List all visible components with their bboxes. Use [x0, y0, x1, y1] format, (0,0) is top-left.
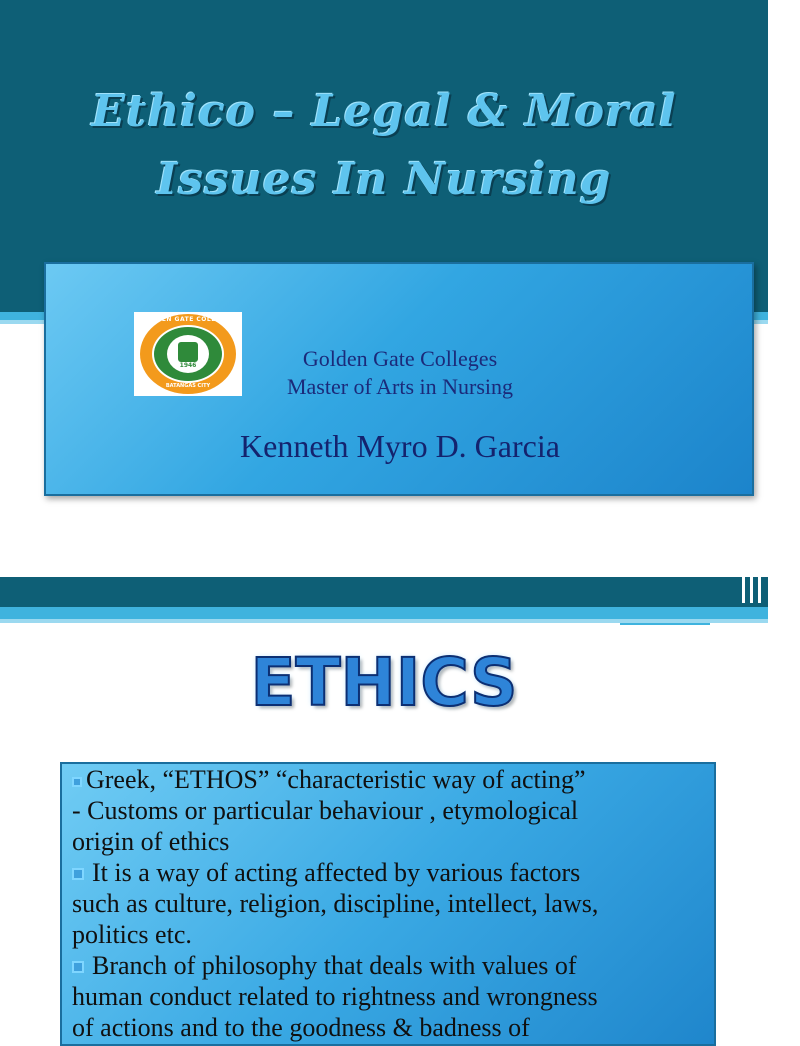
content-line: politics etc. — [72, 920, 192, 949]
program-name: Master of Arts in Nursing — [286, 374, 514, 399]
slide-title-line-2: Issues In Nursing — [156, 154, 612, 205]
logo-city: BATANGAS CITY — [165, 383, 211, 389]
author-name: Kenneth Myro D. Garcia — [240, 428, 560, 464]
content-line: Branch of philosophy that deals with values of — [72, 950, 708, 981]
header-stripe — [742, 577, 745, 603]
header-stripe — [750, 577, 753, 603]
institution-name: Golden Gate Colleges — [302, 346, 498, 371]
square-bullet-icon — [72, 961, 84, 973]
square-bullet-icon — [72, 777, 82, 787]
accent-line — [620, 623, 710, 625]
accent-band — [0, 607, 768, 619]
square-bullet-icon — [72, 868, 84, 880]
slide-title-line-1: Ethico – Legal & Moral — [91, 86, 677, 137]
content-line: Greek, “ETHOS” “characteristic way of acting” — [72, 764, 708, 795]
content-line: It is a way of acting affected by various factors — [72, 857, 708, 888]
content-line: origin of ethics — [72, 827, 230, 856]
content-text — [72, 764, 708, 1043]
logo-year: 1946 — [179, 362, 197, 369]
slide-header-bar — [0, 577, 768, 607]
logo-ring-text: GOLDEN GATE COLLEGES — [140, 316, 235, 323]
content-line: human conduct related to rightness and wrongness — [72, 982, 598, 1011]
ethics-slide — [0, 577, 768, 1042]
slide-title — [0, 78, 768, 214]
slide-title: ETHICS — [250, 644, 518, 721]
content-line: of actions and to the goodness & badness of — [72, 1013, 530, 1042]
header-stripe — [758, 577, 761, 603]
content-line: such as culture, religion, discipline, intellect, laws, — [72, 889, 599, 918]
content-line: - Customs or particular behaviour , etymological — [72, 796, 579, 825]
